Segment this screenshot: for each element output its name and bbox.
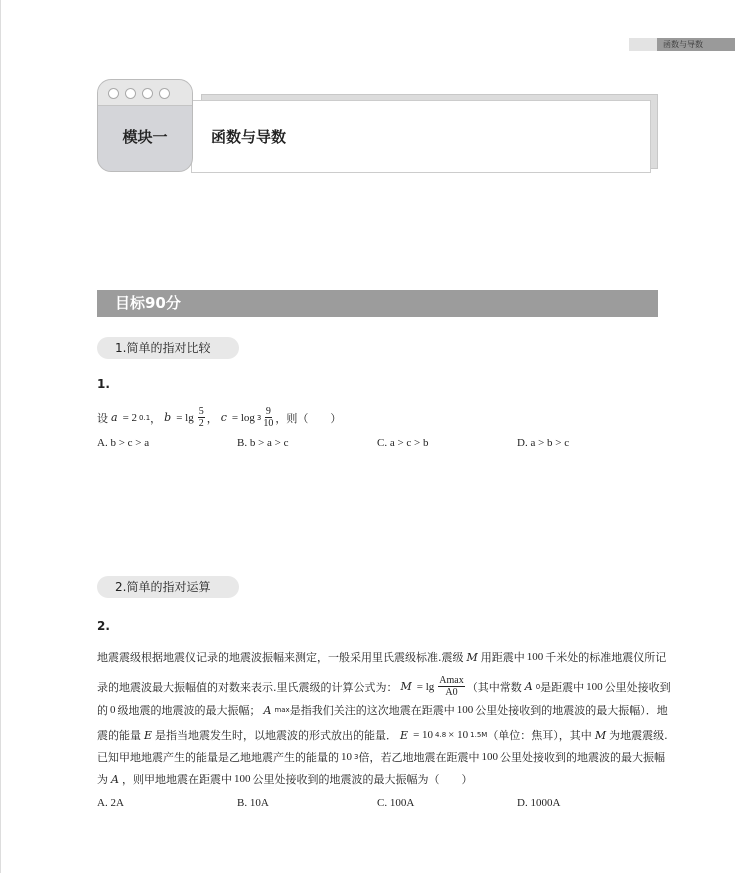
superscript: 0.1 (139, 413, 151, 422)
text-segment: 设 (97, 411, 108, 425)
math-expression: = lg (176, 411, 194, 424)
subscript: 0 (535, 682, 541, 691)
superscript: 4.8 (435, 731, 447, 739)
text-segment: ， (150, 411, 162, 425)
math-variable: b (164, 411, 172, 424)
denominator: A0 (445, 687, 458, 698)
math-expression: = lg (416, 680, 435, 693)
text-segment: （单位：焦耳），其中 (487, 729, 592, 742)
denominator: 2 (198, 418, 204, 429)
numerator: Amax (439, 675, 464, 686)
denominator: 10 (263, 418, 274, 429)
math-expression: 0 (110, 704, 116, 716)
binder-strip (98, 80, 192, 106)
text-segment: 公里处接收到的地震波的最大振幅）．地 (475, 704, 668, 717)
math-expression: 100 (456, 704, 474, 716)
header-tag-accent (629, 38, 657, 51)
answer-option-c: C. a > c > b (377, 437, 429, 449)
answer-option-b: B. b > a > c (237, 437, 289, 449)
section-pill-2: 2.简单的指对运算 (97, 576, 239, 598)
question-text-line (97, 727, 668, 743)
text-segment: ， (206, 411, 218, 425)
ring-icon (108, 88, 119, 99)
ring-icon (159, 88, 170, 99)
math-expression: 100 (586, 680, 603, 693)
module-label: 模块一 (122, 128, 168, 146)
math-expression: = log (231, 411, 255, 424)
math-expression: = 2 (122, 411, 138, 424)
text-segment: 震的能量 (97, 729, 141, 742)
subscript: 3 (256, 413, 262, 422)
superscript: 3 (354, 753, 359, 761)
goal-banner: 目标90分 (97, 290, 658, 317)
math-variable: A (111, 772, 119, 786)
header-tag: 函数与导数 (657, 38, 735, 51)
module-title: 函数与导数 (211, 128, 287, 146)
question-text-line (97, 649, 666, 665)
math-variable: E (400, 728, 409, 742)
ring-icon (125, 88, 136, 99)
numerator: 5 (198, 406, 204, 417)
math-variable: E (144, 728, 153, 742)
math-expression: 10 (341, 751, 352, 763)
answer-option-d: D. 1000A (517, 797, 561, 809)
text-segment: 公里处接收到 (604, 680, 671, 694)
section-pill-1: 1.简单的指对比较 (97, 337, 239, 359)
math-variable: M (400, 680, 412, 693)
math-variable: a (111, 411, 118, 424)
text-segment: 地震震级根据地震仪记录的地震波振幅来测定，一般采用里氏震级标准.震级 (97, 651, 464, 664)
math-variable: M (466, 650, 478, 664)
fraction (198, 406, 205, 429)
text-segment: ，则甲地地震在距震中 (121, 773, 232, 786)
math-variable: A (524, 680, 533, 693)
numerator: 9 (265, 406, 271, 417)
text-segment: 倍，若乙地地震在距震中 (358, 751, 480, 764)
text-segment: 公里处接收到的地震波的最大振幅为（ ） (252, 773, 473, 786)
question-number-1: 1. (97, 377, 110, 391)
fraction (263, 406, 273, 429)
question-number-2: 2. (97, 619, 110, 633)
math-expression: 100 (526, 651, 544, 663)
text-segment: 公里处接收到的地震波的最大振幅 (499, 751, 665, 764)
answer-option-a: A. b > c > a (97, 437, 150, 449)
subscript: max (274, 706, 290, 714)
text-segment: 是指当地震发生时，以地震波的形式放出的能量． (155, 729, 398, 742)
answer-option-c: C. 100A (377, 797, 415, 809)
math-variable: A (263, 703, 272, 717)
question-text-line (97, 406, 341, 429)
text-segment: 的 (97, 704, 108, 717)
math-expression: = 10 (413, 729, 434, 741)
text-segment: ，则（ ） (275, 411, 342, 425)
math-expression: 100 (233, 773, 251, 785)
text-segment: 千米处的标准地震仪所记 (545, 651, 667, 664)
superscript: 1.5M (470, 731, 488, 739)
text-segment: 已知甲地地震产生的能量是乙地地震产生的能量的 (97, 751, 339, 764)
fraction (438, 675, 464, 698)
text-segment: 是距震中 (540, 680, 585, 694)
text-segment: 录的地震波最大振幅值的对数来表示.里氏震级的计算公式为： (97, 680, 398, 694)
text-segment: （其中常数 (466, 680, 522, 694)
module-tab (97, 79, 193, 172)
text-segment: 为 (97, 773, 108, 786)
math-variable: M (594, 728, 607, 742)
text-segment: 为地震震级. (609, 729, 668, 742)
text-segment: 是指我们关注的这次地震在距震中 (289, 704, 455, 717)
question-text-line (97, 675, 671, 698)
question-text-line (97, 771, 472, 787)
answer-option-b: B. 10A (237, 797, 269, 809)
answer-option-d: D. a > b > c (517, 437, 570, 449)
question-text-line (97, 702, 668, 718)
math-variable: c (220, 411, 227, 424)
math-expression: 100 (481, 751, 498, 763)
question-text-line (97, 749, 665, 765)
text-segment: 用距震中 (480, 651, 525, 664)
answer-option-a: A. 2A (97, 797, 124, 809)
text-segment: 级地震的地震波的最大振幅； (117, 704, 261, 717)
math-expression: × 10 (448, 729, 469, 741)
ring-icon (142, 88, 153, 99)
